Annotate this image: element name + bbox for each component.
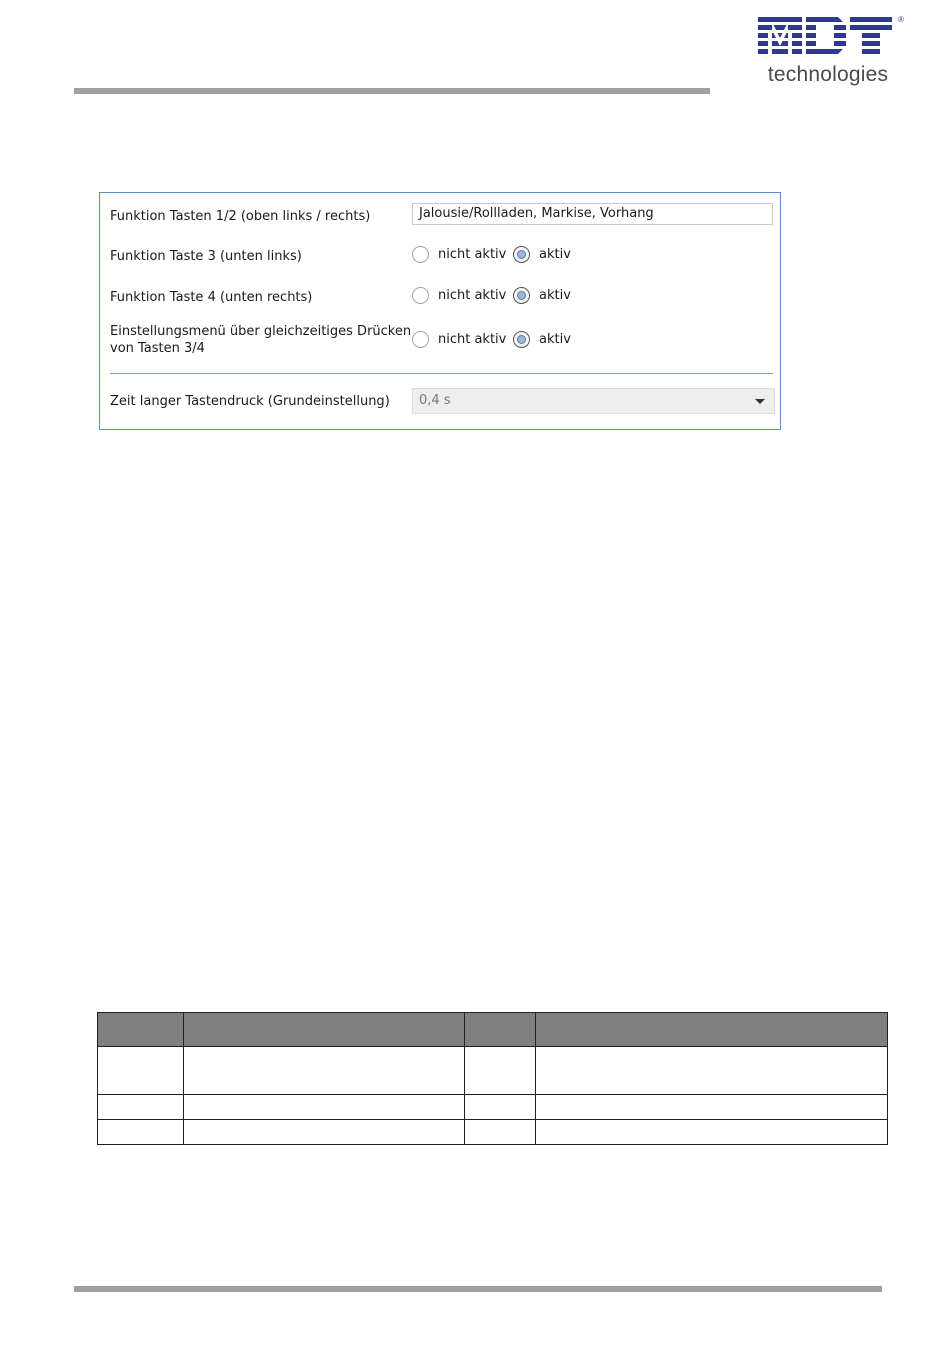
logo-subtitle: technologies	[767, 63, 889, 86]
footer-rule	[74, 1286, 882, 1292]
row-label: Funktion Taste 4 (unten rechts)	[110, 290, 313, 305]
radio-label: nicht aktiv	[438, 288, 507, 303]
table-header-cell	[536, 1013, 888, 1047]
row-label: Funktion Taste 3 (unten links)	[110, 249, 302, 264]
table-cell	[184, 1120, 465, 1145]
table-row	[98, 1095, 888, 1120]
table-cell	[184, 1047, 465, 1095]
row-label-line2: von Tasten 3/4	[110, 341, 205, 356]
data-table	[97, 1012, 888, 1145]
mdt-logo-mark	[756, 14, 906, 62]
radio-label: aktiv	[539, 332, 571, 347]
function-keys-1-2-field[interactable]: Jalousie/Rollladen, Markise, Vorhang	[412, 203, 773, 225]
radio-circle	[513, 331, 530, 348]
table-cell	[98, 1120, 184, 1145]
radio-label: nicht aktiv	[438, 332, 507, 347]
table-cell	[536, 1095, 888, 1120]
header-rule	[74, 88, 710, 94]
table-cell	[465, 1095, 536, 1120]
radio-label: nicht aktiv	[438, 247, 507, 262]
parameter-panel	[99, 192, 781, 430]
long-press-time-select[interactable]	[412, 388, 775, 414]
row-label-line1: Einstellungsmenü über gleichzeitiges Drücken	[110, 324, 412, 339]
mdt-logo	[756, 14, 906, 90]
radio-label: aktiv	[539, 247, 571, 262]
row-label: Zeit langer Tastendruck (Grundeinstellung)	[110, 394, 390, 409]
panel-divider	[110, 373, 773, 374]
radio-label: aktiv	[539, 288, 571, 303]
svg-text:®: ®	[898, 15, 904, 24]
table-cell	[536, 1120, 888, 1145]
radio-circle	[513, 287, 530, 304]
row-label: Funktion Tasten 1/2 (oben links / rechts)	[110, 209, 371, 224]
table-cell	[98, 1095, 184, 1120]
select-value: 0,4 s	[419, 393, 451, 408]
table-header-cell	[184, 1013, 465, 1047]
table-cell	[184, 1095, 465, 1120]
radio-circle	[513, 246, 530, 263]
table-header-row	[98, 1013, 888, 1047]
table-cell	[465, 1120, 536, 1145]
table-row	[98, 1120, 888, 1145]
dropdown-arrow-icon	[755, 399, 765, 404]
radio-circle	[412, 331, 429, 348]
radio-circle	[412, 287, 429, 304]
table-row	[98, 1047, 888, 1095]
radio-circle	[412, 246, 429, 263]
table-cell	[98, 1047, 184, 1095]
table-cell	[536, 1047, 888, 1095]
table-cell	[465, 1047, 536, 1095]
table-header-cell	[98, 1013, 184, 1047]
table-header-cell	[465, 1013, 536, 1047]
